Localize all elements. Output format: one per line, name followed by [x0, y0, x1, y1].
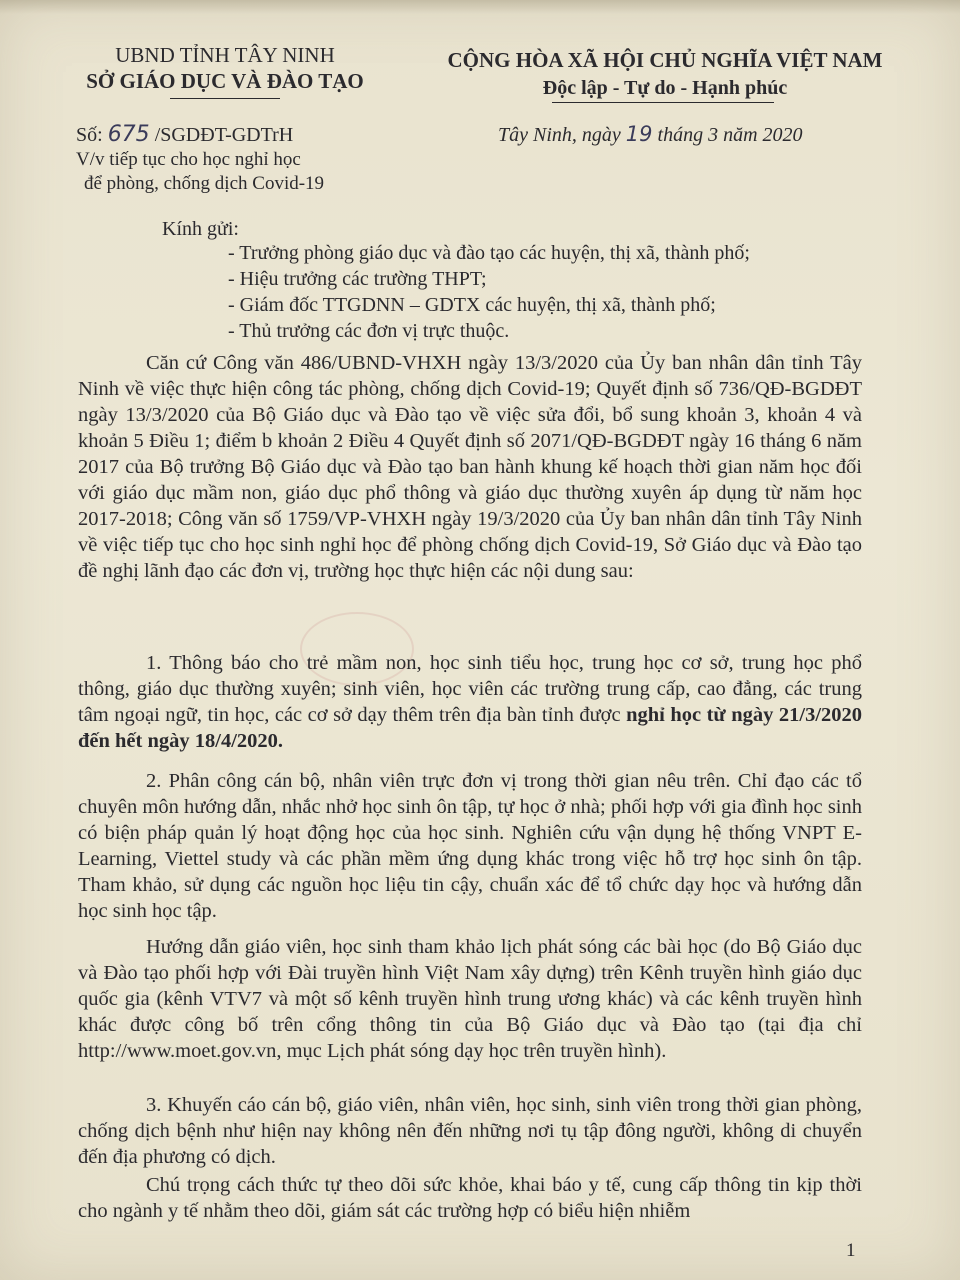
paragraph-item-1 — [78, 650, 862, 754]
recipient-item: - Trưởng phòng giáo dục và đào tạo các huyện, thị xã, thành phố; — [228, 242, 750, 264]
date-prefix: Tây Ninh, ngày — [498, 124, 621, 146]
nation-title: CỘNG HÒA XÃ HỘI CHỦ NGHĨA VIỆT NAM — [447, 48, 883, 72]
issuing-organization — [60, 42, 390, 94]
handwritten-number: 675 — [107, 122, 150, 147]
recipient-item: - Giám đốc TTGDNN – GDTX các huyện, thị xã, thành phố; — [228, 294, 716, 316]
motto-underline — [552, 102, 774, 103]
date-suffix: tháng 3 năm 2020 — [657, 124, 803, 146]
recipient-item: - Hiệu trưởng các trường THPT; — [228, 268, 487, 290]
body-paragraph: 1. Thông báo cho trẻ mầm non, học sinh tiểu học, trung học cơ sở, trung học phổ thông, giáo dục thường xuyên; sinh viên, học viên các trường trung cấp, cao đẳng, các trung tâm ngoại ngữ, tin học, các cơ sở dạy thêm trên địa bàn tỉnh được — [78, 652, 862, 726]
recipient-item: - Thủ trưởng các đơn vị trực thuộc. — [228, 320, 510, 342]
recipient-list — [228, 240, 750, 344]
page-edge-shadow — [0, 0, 960, 14]
page-number: 1 — [846, 1240, 856, 1261]
body-paragraph: Chú trọng cách thức tự theo dõi sức khỏe, khai báo y tế, cung cấp thông tin kịp thời cho ngành y tế nhằm theo dõi, giám sát các trường hợp có biểu hiện nhiễm — [78, 1174, 862, 1222]
body-paragraph: 2. Phân công cán bộ, nhân viên trực đơn vị trong thời gian nêu trên. Chỉ đạo các tổ chuyên môn hướng dẫn, nhắc nhở học sinh ôn tập, tự học ở nhà; phối hợp với gia đình học sinh có biện pháp quản lý hoạt động học của học sinh. Nghiên cứu vận dụng hệ thống VNPT E-Learning, Viettel study và các phần mềm ứng dụng khác trong việc hỗ trợ học sinh ôn tập. Tham khảo, sử dụng các nguồn học liệu tin cậy, chuẩn xác để tổ chức dạy học và hướng dẫn học sinh học tập. — [78, 770, 862, 922]
body-paragraph: Hướng dẫn giáo viên, học sinh tham khảo lịch phát sóng các bài học (do Bộ Giáo dục và Đào tạo phối hợp với Đài truyền hình Việt Nam xây dựng) trên Kênh truyền hình giáo dục quốc gia (kênh VTV7 và một số kênh truyền hình trung ương khác) và các kênh truyền hình khác được công bố trên cổng thông tin của Bộ Giáo dục và Đào tạo (tại địa chỉ http://www.moet.gov.vn, mục Lịch phát sóng dạy học trên truyền hình). — [78, 936, 862, 1062]
national-motto: Độc lập - Tự do - Hạnh phúc — [542, 77, 788, 99]
number-suffix: /SGDĐT-GDTrH — [154, 124, 294, 146]
paragraph-item-2 — [78, 768, 862, 924]
place-date — [498, 122, 803, 147]
national-header — [410, 46, 920, 102]
subject-line-1: V/v tiếp tục cho học nghỉ học — [76, 149, 301, 170]
subject-line-2: để phòng, chống dịch Covid-19 — [83, 173, 325, 194]
bold-closure-dates: nghỉ học từ ngày 21/3/2020 đến hết ngày 18/4/2020. — [78, 704, 863, 752]
number-prefix: Số: — [76, 124, 103, 146]
body-paragraph: Căn cứ Công văn 486/UBND-VHXH ngày 13/3/2020 của Ủy ban nhân dân tỉnh Tây Ninh về việc thực hiện công tác phòng, chống dịch Covid-19; Quyết định số 736/QĐ-BGDĐT ngày 13/3/2020 của Bộ Giáo dục và Đào tạo về việc sửa đổi, bổ sung khoản 3, khoản 4 và khoản 5 Điều 1; điểm b khoản 2 Điều 4 Quyết định số 2071/QĐ-BGDĐT ngày 16 tháng 6 năm 2017 của Bộ trưởng Bộ Giáo dục và Đào tạo ban hành khung kế hoạch thời gian năm học đối với giáo dục mầm non, giáo dục phổ thông và giáo dục thường xuyên áp dụng từ năm học 2017-2018; Công văn số 1759/VP-VHXH ngày 19/3/2020 của Ủy ban nhân dân tỉnh Tây Ninh về việc tiếp tục cho học sinh nghỉ học để phòng chống dịch Covid-19, Sở Giáo dục và Đào tạo đề nghị lãnh đạo các đơn vị, trường học thực hiện các nội dung sau: — [78, 352, 862, 582]
paragraph-basis — [78, 350, 862, 584]
paragraph-health — [78, 1172, 862, 1224]
document-number — [76, 122, 293, 147]
org-line-2: SỞ GIÁO DỤC VÀ ĐÀO TẠO — [86, 69, 364, 93]
body-paragraph: 3. Khuyến cáo cán bộ, giáo viên, nhân viên, học sinh, sinh viên trong thời gian phòng, chống dịch bệnh như hiện nay không nên đến những nơi tụ tập đông người, không di chuyển đến địa phương có dịch. — [78, 1094, 862, 1168]
paragraph-tv-guidance — [78, 934, 862, 1064]
org-line-1: UBND TỈNH TÂY NINH — [115, 43, 335, 67]
greeting: Kính gửi: — [162, 218, 239, 240]
paragraph-item-3 — [78, 1092, 862, 1170]
handwritten-day: 19 — [625, 122, 653, 146]
document-subject — [76, 148, 332, 196]
org-underline — [170, 98, 280, 99]
